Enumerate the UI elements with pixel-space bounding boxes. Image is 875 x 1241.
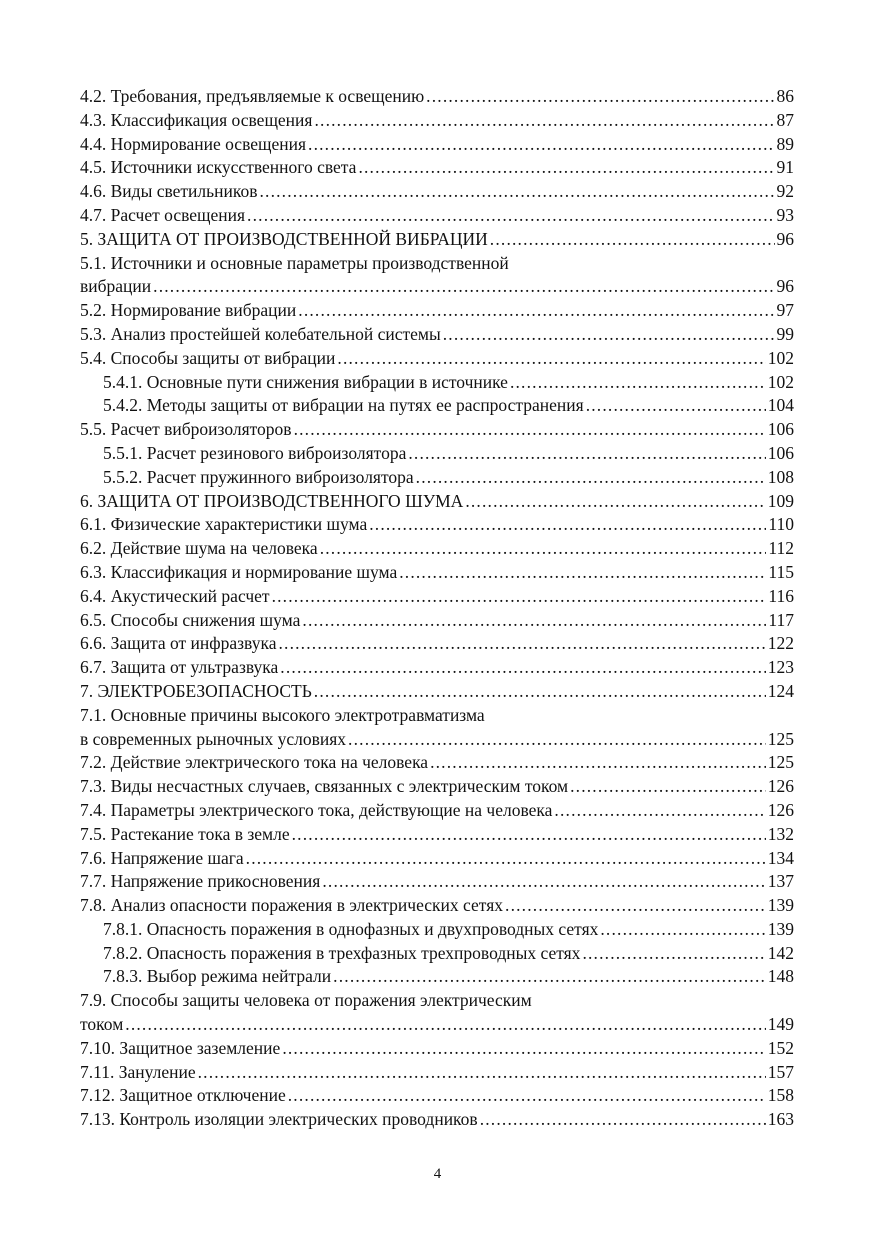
toc-entry (80, 347, 794, 371)
toc-entry-page: 148 (767, 966, 794, 987)
toc-entry-title: 6.5. Способы снижения шума (80, 609, 301, 630)
toc-entry (80, 656, 794, 680)
toc-entry-page: 86 (776, 86, 794, 106)
toc-entry-page: 92 (776, 181, 794, 202)
toc-entry-title: 7.8.1. Опасность поражения в однофазных и двухпроводных сетях (103, 918, 599, 939)
toc-entry-page: 134 (767, 847, 794, 868)
dot-leader (337, 347, 765, 371)
toc-entry-title: 7.7. Напряжение прикосновения (80, 871, 321, 892)
toc-entry-page: 122 (767, 633, 794, 654)
toc-entry-page: 142 (767, 942, 794, 963)
toc-entry-title: током (80, 1014, 124, 1035)
toc-entry (80, 513, 794, 537)
toc-entry-title-first-line: 5.1. Источники и основные параметры производственной (80, 252, 509, 273)
dot-leader (288, 1084, 766, 1108)
dot-leader (294, 418, 766, 442)
dot-leader (600, 918, 765, 942)
dot-leader (333, 965, 766, 989)
toc-entry-title: 7.10. Защитное заземление (80, 1037, 281, 1058)
toc-entry (80, 299, 794, 323)
toc-entry (80, 85, 794, 109)
toc-entry-page: 102 (767, 371, 794, 392)
toc-entry-page: 96 (776, 276, 794, 297)
toc-entry-title: 5.5.2. Расчет пружинного виброизолятора (103, 466, 414, 487)
dot-leader (198, 1061, 766, 1085)
toc-entry-title: 6. ЗАЩИТА ОТ ПРОИЗВОДСТВЕННОГО ШУМА (80, 490, 464, 511)
toc-entry-page: 106 (767, 442, 794, 463)
toc-entry-page: 99 (776, 323, 794, 344)
toc-entry-page: 115 (768, 561, 794, 582)
toc-entry (80, 965, 794, 989)
dot-leader (125, 1013, 765, 1037)
toc-entry-title: 5.4.1. Основные пути снижения вибрации в источнике (103, 371, 508, 392)
toc-entry-title: 7.8.3. Выбор режима нейтрали (103, 966, 332, 987)
toc-entry (80, 490, 794, 514)
toc-entry-title: 7.8. Анализ опасности поражения в электрических сетях (80, 895, 504, 916)
toc-entry-page: 163 (767, 1109, 794, 1130)
toc-entry (80, 394, 794, 418)
dot-leader (465, 490, 765, 514)
dot-leader (510, 371, 766, 395)
toc-entry (80, 156, 794, 180)
toc-entry (80, 751, 794, 775)
toc-entry-title: 7.12. Защитное отключение (80, 1085, 286, 1106)
dot-leader (348, 728, 766, 752)
toc-entry-title: 7.5. Растекание тока в земле (80, 823, 290, 844)
dot-leader (480, 1108, 766, 1132)
toc-entry (80, 1084, 794, 1108)
dot-leader (586, 394, 766, 418)
toc-entry (80, 942, 794, 966)
dot-leader (322, 870, 765, 894)
toc-entry-title: 4.4. Нормирование освещения (80, 133, 307, 154)
toc-entry (80, 109, 794, 133)
toc-entry-page: 125 (767, 728, 794, 749)
toc-entry-page: 149 (767, 1014, 794, 1035)
dot-leader (554, 799, 765, 823)
toc-entry-title: 7.6. Напряжение шага (80, 847, 244, 868)
toc-entry-title: 7.13. Контроль изоляции электрических проводников (80, 1109, 478, 1130)
dot-leader (282, 1037, 765, 1061)
toc-entry-title: 6.7. Защита от ультразвука (80, 657, 279, 678)
dot-leader (259, 180, 774, 204)
toc-entry-title: 5.4.2. Методы защиты от вибрации на путях ее распространения (103, 395, 584, 416)
toc-entry (80, 775, 794, 799)
dot-leader (308, 133, 774, 157)
toc-entry (80, 180, 794, 204)
toc-entry-title: 5. ЗАЩИТА ОТ ПРОИЗВОДСТВЕННОЙ ВИБРАЦИИ (80, 228, 488, 249)
toc-entry (80, 204, 794, 228)
toc-entry-page: 91 (776, 157, 794, 178)
toc-entry-page: 137 (767, 871, 794, 892)
toc-entry-page: 109 (767, 490, 794, 511)
toc-entry-title: 5.5. Расчет виброизоляторов (80, 419, 292, 440)
toc-entry-title: в современных рыночных условиях (80, 728, 347, 749)
toc-entry (80, 537, 794, 561)
dot-leader (358, 156, 774, 180)
toc-entry-page: 139 (767, 918, 794, 939)
toc-entry-page: 110 (768, 514, 794, 535)
toc-entry-page: 158 (767, 1085, 794, 1106)
dot-leader (247, 204, 774, 228)
toc-entry (80, 1037, 794, 1061)
dot-leader (280, 656, 765, 680)
toc-entry-page: 89 (776, 133, 794, 154)
toc-entry-page: 93 (776, 204, 794, 225)
toc-entry-title: 7.3. Виды несчастных случаев, связанных с электрическим током (80, 776, 569, 797)
toc-entry (80, 894, 794, 918)
toc-entry (80, 989, 794, 1037)
toc-entry-title: 6.6. Защита от инфразвука (80, 633, 277, 654)
dot-leader (416, 466, 766, 490)
dot-leader (408, 442, 765, 466)
toc-entry-page: 126 (767, 776, 794, 797)
dot-leader (153, 275, 774, 299)
toc-entry (80, 632, 794, 656)
toc-entry-title-first-line: 7.9. Способы защиты человека от поражения электрическим (80, 990, 532, 1011)
toc-entry-title: 6.1. Физические характеристики шума (80, 514, 368, 535)
toc-entry (80, 466, 794, 490)
toc-entry-page: 112 (768, 538, 794, 559)
toc-entry-page: 102 (767, 347, 794, 368)
toc-entry-title: 6.4. Акустический расчет (80, 585, 270, 606)
dot-leader (320, 537, 767, 561)
toc-entry-title: 4.3. Классификация освещения (80, 109, 313, 130)
toc-entry-title: 7.4. Параметры электрического тока, действующие на человека (80, 799, 553, 820)
toc-entry-page: 97 (776, 300, 794, 321)
toc-entry-title: 5.5.1. Расчет резинового виброизолятора (103, 442, 407, 463)
toc-entry (80, 252, 794, 300)
toc-entry-title: 7. ЭЛЕКТРОБЕЗОПАСНОСТЬ (80, 680, 312, 701)
toc-entry-page: 152 (767, 1037, 794, 1058)
toc-entry (80, 228, 794, 252)
toc-entry-page: 126 (767, 799, 794, 820)
dot-leader (246, 847, 766, 871)
dot-leader (292, 823, 766, 847)
toc-entry-title: 7.8.2. Опасность поражения в трехфазных трехпроводных сетях (103, 942, 581, 963)
toc-entry-title: 7.11. Зануление (80, 1061, 196, 1082)
toc-entry-title: 4.5. Источники искусственного света (80, 157, 357, 178)
toc-entry-title: 6.2. Действие шума на человека (80, 538, 318, 559)
toc-entry (80, 418, 794, 442)
toc-entry-title: 5.3. Анализ простейшей колебательной системы (80, 323, 441, 344)
toc-entry-title: 5.2. Нормирование вибрации (80, 300, 297, 321)
toc-entry-title: 4.6. Виды светильников (80, 181, 258, 202)
toc-entry-title: 4.7. Расчет освещения (80, 204, 246, 225)
toc-entry-title: 6.3. Классификация и нормирование шума (80, 561, 398, 582)
dot-leader (302, 609, 766, 633)
dot-leader (443, 323, 775, 347)
dot-leader (490, 228, 775, 252)
toc-entry (80, 323, 794, 347)
toc-entry-page: 87 (776, 109, 794, 130)
toc-entry-page: 123 (767, 657, 794, 678)
toc-entry-title: вибрации (80, 276, 152, 297)
dot-leader (426, 85, 774, 109)
toc-entry-title: 7.2. Действие электрического тока на человека (80, 752, 429, 773)
toc-entry (80, 609, 794, 633)
dot-leader (298, 299, 774, 323)
dot-leader (570, 775, 766, 799)
toc-entry-page: 104 (767, 395, 794, 416)
toc-entry (80, 799, 794, 823)
toc-entry-page: 117 (768, 609, 794, 630)
toc-entry-page: 96 (776, 228, 794, 249)
dot-leader (314, 680, 766, 704)
toc-entry-page: 106 (767, 419, 794, 440)
dot-leader (430, 751, 766, 775)
dot-leader (369, 513, 766, 537)
dot-leader (505, 894, 766, 918)
toc-entry-page: 108 (767, 466, 794, 487)
toc-entry (80, 371, 794, 395)
page-number: 4 (433, 1166, 442, 1182)
toc-entry (80, 133, 794, 157)
dot-leader (582, 942, 765, 966)
dot-leader (399, 561, 766, 585)
toc-entry-title: 5.4. Способы защиты от вибрации (80, 347, 336, 368)
toc-entry-page: 132 (767, 823, 794, 844)
toc-entry (80, 823, 794, 847)
toc-entry-page: 124 (767, 680, 794, 701)
dot-leader (272, 585, 767, 609)
toc-entry-page: 116 (768, 585, 794, 606)
toc-entry (80, 918, 794, 942)
dot-leader (314, 109, 774, 133)
toc-entry (80, 870, 794, 894)
toc-entry (80, 704, 794, 752)
toc-entry-title: 4.2. Требования, предъявляемые к освещению (80, 86, 425, 106)
toc-entry (80, 680, 794, 704)
toc-entry (80, 585, 794, 609)
toc-entry-page: 139 (767, 895, 794, 916)
toc-entry (80, 847, 794, 871)
toc-entry-title-first-line: 7.1. Основные причины высокого электротравматизма (80, 704, 485, 725)
toc-entry (80, 1061, 794, 1085)
toc-entry (80, 442, 794, 466)
table-of-contents (80, 85, 794, 1132)
toc-entry-page: 157 (767, 1061, 794, 1082)
toc-entry (80, 1108, 794, 1132)
toc-entry-page: 125 (767, 752, 794, 773)
dot-leader (278, 632, 765, 656)
toc-entry (80, 561, 794, 585)
